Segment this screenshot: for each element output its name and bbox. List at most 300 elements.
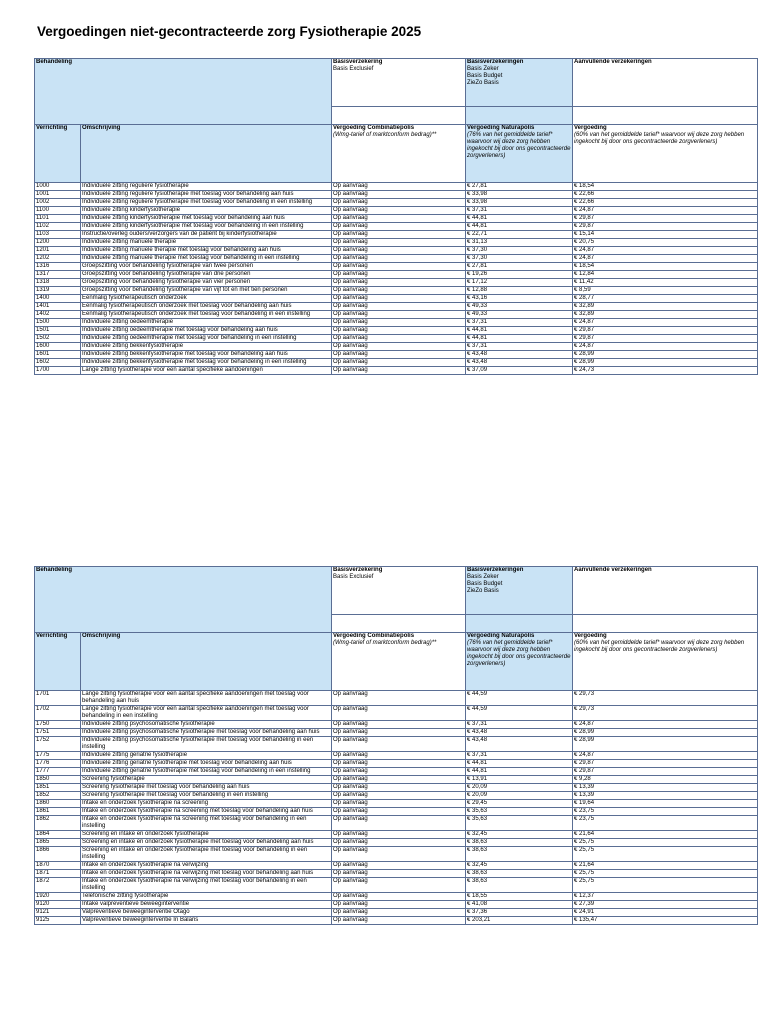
naturapolis-cell: € 38,63 <box>466 839 573 847</box>
code-cell: 1100 <box>35 207 81 215</box>
aanvullend-cell: € 24,73 <box>573 367 758 375</box>
table-body <box>35 691 758 925</box>
description-cell: Screening fysiotherapie met toeslag voor behandeling aan huis <box>81 784 332 792</box>
aanvullend-cell: € 29,87 <box>573 760 758 768</box>
naturapolis-cell: € 27,81 <box>466 183 573 191</box>
naturapolis-cell: € 19,26 <box>466 271 573 279</box>
naturapolis-cell: € 37,30 <box>466 247 573 255</box>
aanvullend-cell: € 24,87 <box>573 207 758 215</box>
description-cell: Individuele zitting oedeemtherapie <box>81 319 332 327</box>
aanvullend-cell: € 20,75 <box>573 239 758 247</box>
naturapolis-cell: € 38,63 <box>466 878 573 893</box>
code-cell: 1752 <box>35 737 81 752</box>
aanvullend-cell: € 13,39 <box>573 784 758 792</box>
description-cell: Screening en intake en onderzoek fysiotherapie met toeslag voor behandeling in een instelling <box>81 847 332 862</box>
combinatiepolis-cell: Op aanvraag <box>332 776 466 784</box>
aanvullend-cell: € 32,89 <box>573 311 758 319</box>
aanvullend-cell: € 29,87 <box>573 223 758 231</box>
description-cell: Eenmalig fysiotherapeutisch onderzoek met toeslag voor behandeling in een instelling <box>81 311 332 319</box>
aanvullend-cell: € 28,99 <box>573 729 758 737</box>
aanvullend-cell: € 27,39 <box>573 901 758 909</box>
basis-exclusief-header: Basisverzekering Basis Exclusief <box>332 567 466 615</box>
header-spacer <box>332 107 466 125</box>
description-cell: Individuele zitting kinderfysiotherapie <box>81 207 332 215</box>
combinatiepolis-cell: Op aanvraag <box>332 303 466 311</box>
description-cell: Eenmalig fysiotherapeutisch onderzoek met toeslag voor behandeling aan huis <box>81 303 332 311</box>
table-header <box>35 567 758 691</box>
header-spacer <box>466 615 573 633</box>
naturapolis-cell: € 27,81 <box>466 263 573 271</box>
naturapolis-cell: € 32,45 <box>466 862 573 870</box>
table-row <box>35 729 758 737</box>
naturapolis-cell: € 37,36 <box>466 909 573 917</box>
description-cell: Intake en onderzoek fysiotherapie na screening <box>81 800 332 808</box>
naturapolis-cell: € 44,81 <box>466 335 573 343</box>
code-cell: 1401 <box>35 303 81 311</box>
description-cell: Valpreventieve beweeginterventie Otago <box>81 909 332 917</box>
combinatiepolis-cell: Op aanvraag <box>332 862 466 870</box>
combinatiepolis-cell: Op aanvraag <box>332 327 466 335</box>
table-row <box>35 239 758 247</box>
table-row <box>35 901 758 909</box>
combinatiepolis-cell: Op aanvraag <box>332 199 466 207</box>
combinatiepolis-cell: Op aanvraag <box>332 917 466 925</box>
description-cell: Individuele zitting kinderfysiotherapie met toeslag voor behandeling aan huis <box>81 215 332 223</box>
aanvullend-cell: € 22,66 <box>573 199 758 207</box>
description-cell: Groepszitting voor behandeling fysiotherapie van drie personen <box>81 271 332 279</box>
combinatiepolis-cell: Op aanvraag <box>332 792 466 800</box>
table-row <box>35 223 758 231</box>
naturapolis-cell: € 43,48 <box>466 737 573 752</box>
naturapolis-cell: € 38,63 <box>466 847 573 862</box>
code-cell: 1777 <box>35 768 81 776</box>
code-cell: 1319 <box>35 287 81 295</box>
table-row <box>35 327 758 335</box>
code-cell: 1870 <box>35 862 81 870</box>
code-cell: 1402 <box>35 311 81 319</box>
table-row <box>35 263 758 271</box>
table-body <box>35 183 758 375</box>
aanvullend-cell: € 28,99 <box>573 737 758 752</box>
aanvullend-cell: € 24,91 <box>573 909 758 917</box>
omschrijving-header: Omschrijving <box>81 125 332 183</box>
code-cell: 1700 <box>35 367 81 375</box>
naturapolis-cell: € 203,21 <box>466 917 573 925</box>
aanvullend-cell: € 18,54 <box>573 183 758 191</box>
aanvullend-cell: € 18,54 <box>573 263 758 271</box>
description-cell: Screening fysiotherapie <box>81 776 332 784</box>
naturapolis-cell: € 38,63 <box>466 870 573 878</box>
code-cell: 1865 <box>35 839 81 847</box>
naturapolis-cell: € 37,31 <box>466 207 573 215</box>
aanvullend-cell: € 24,87 <box>573 752 758 760</box>
description-cell: Individuele zitting psychosomatische fysiotherapie met toeslag voor behandeling in een instelling <box>81 737 332 752</box>
code-cell: 1751 <box>35 729 81 737</box>
naturapolis-cell: € 37,30 <box>466 255 573 263</box>
description-cell: Intake valpreventieve beweeginterventie <box>81 901 332 909</box>
naturapolis-cell: € 17,12 <box>466 279 573 287</box>
combinatiepolis-cell: Op aanvraag <box>332 231 466 239</box>
combinatiepolis-cell: Op aanvraag <box>332 255 466 263</box>
combinatiepolis-cell: Op aanvraag <box>332 893 466 901</box>
description-cell: Individuele zitting bekkenfysiotherapie met toeslag voor behandeling aan huis <box>81 351 332 359</box>
table-row <box>35 917 758 925</box>
code-cell: 1600 <box>35 343 81 351</box>
table-row <box>35 335 758 343</box>
combinatiepolis-cell: Op aanvraag <box>332 760 466 768</box>
table-row <box>35 721 758 729</box>
naturapolis-header: Vergoeding Naturapolis (76% van het gemiddelde tarief* waarvoor wij deze zorg hebben ingekocht bij door ons gecontracteerde zorgverleners) <box>466 633 573 691</box>
naturapolis-cell: € 37,09 <box>466 367 573 375</box>
code-cell: 1000 <box>35 183 81 191</box>
aanvullend-cell: € 25,75 <box>573 847 758 862</box>
code-cell: 1102 <box>35 223 81 231</box>
description-cell: Individuele zitting psychosomatische fysiotherapie met toeslag voor behandeling aan huis <box>81 729 332 737</box>
naturapolis-cell: € 44,59 <box>466 706 573 721</box>
code-cell: 1501 <box>35 327 81 335</box>
description-cell: Screening en intake en onderzoek fysiotherapie met toeslag voor behandeling aan huis <box>81 839 332 847</box>
verrichting-header: Verrichting <box>35 125 81 183</box>
verrichting-header: Verrichting <box>35 633 81 691</box>
table-row <box>35 343 758 351</box>
table-row <box>35 847 758 862</box>
combinatiepolis-cell: Op aanvraag <box>332 831 466 839</box>
combinatiepolis-cell: Op aanvraag <box>332 784 466 792</box>
code-cell: 1318 <box>35 279 81 287</box>
combinatiepolis-cell: Op aanvraag <box>332 247 466 255</box>
aanvullend-cell: € 29,87 <box>573 768 758 776</box>
code-cell: 1002 <box>35 199 81 207</box>
table-row <box>35 271 758 279</box>
code-cell: 1201 <box>35 247 81 255</box>
code-cell: 1862 <box>35 816 81 831</box>
description-cell: Individuele zitting psychosomatische fysiotherapie <box>81 721 332 729</box>
table-row <box>35 207 758 215</box>
description-cell: Individuele zitting manuele therapie met toeslag voor behandeling aan huis <box>81 247 332 255</box>
naturapolis-cell: € 44,81 <box>466 327 573 335</box>
code-cell: 1500 <box>35 319 81 327</box>
table-row <box>35 776 758 784</box>
combinatiepolis-cell: Op aanvraag <box>332 847 466 862</box>
combinatiepolis-cell: Op aanvraag <box>332 271 466 279</box>
description-cell: Individuele zitting reguliere fysiotherapie met toeslag voor behandeling aan huis <box>81 191 332 199</box>
description-cell: Lange zitting fysiotherapie voor een aantal specifieke aandoeningen met toeslag voor behandeling in een instelling <box>81 706 332 721</box>
combinatiepolis-cell: Op aanvraag <box>332 800 466 808</box>
omschrijving-header: Omschrijving <box>81 633 332 691</box>
description-cell: Individuele zitting bekkenfysiotherapie <box>81 343 332 351</box>
naturapolis-cell: € 44,81 <box>466 223 573 231</box>
description-cell: Individuele zitting reguliere fysiotherapie <box>81 183 332 191</box>
combinatiepolis-cell: Op aanvraag <box>332 191 466 199</box>
combinatiepolis-cell: Op aanvraag <box>332 223 466 231</box>
description-cell: Telefonische zitting fysiotherapie <box>81 893 332 901</box>
table-header <box>35 59 758 183</box>
aanvullend-cell: € 23,75 <box>573 816 758 831</box>
page-title: Vergoedingen niet-gecontracteerde zorg Fysiotherapie 2025 <box>37 24 422 39</box>
table-row <box>35 862 758 870</box>
table-row <box>35 784 758 792</box>
aanvullend-cell: € 22,66 <box>573 191 758 199</box>
combinatiepolis-cell: Op aanvraag <box>332 691 466 706</box>
aanvullend-cell: € 24,87 <box>573 255 758 263</box>
code-cell: 9121 <box>35 909 81 917</box>
description-cell: Valpreventieve beweeginterventie In Balans <box>81 917 332 925</box>
basis-verzekeringen-header: Basisverzekeringen Basis Zeker Basis Budget ZieZo Basis <box>466 567 573 615</box>
aanvullend-cell: € 23,75 <box>573 808 758 816</box>
aanvullend-cell: € 24,87 <box>573 319 758 327</box>
code-cell: 1775 <box>35 752 81 760</box>
code-cell: 1871 <box>35 870 81 878</box>
aanvullend-cell: € 29,87 <box>573 215 758 223</box>
code-cell: 1317 <box>35 271 81 279</box>
description-cell: Groepszitting voor behandeling fysiotherapie van vier personen <box>81 279 332 287</box>
code-cell: 1866 <box>35 847 81 862</box>
code-cell: 1702 <box>35 706 81 721</box>
naturapolis-cell: € 37,31 <box>466 343 573 351</box>
description-cell: Individuele zitting geriatrie fysiotherapie met toeslag voor behandeling in een instelling <box>81 768 332 776</box>
code-cell: 9125 <box>35 917 81 925</box>
description-cell: Individuele zitting bekkenfysiotherapie met toeslag voor behandeling in een instelling <box>81 359 332 367</box>
aanvullend-cell: € 25,75 <box>573 839 758 847</box>
naturapolis-cell: € 35,63 <box>466 816 573 831</box>
description-cell: Individuele zitting oedeemtherapie met toeslag voor behandeling aan huis <box>81 327 332 335</box>
naturapolis-cell: € 20,09 <box>466 792 573 800</box>
description-cell: Intake en onderzoek fysiotherapie na verwijzing met toeslag voor behandeling aan huis <box>81 870 332 878</box>
combinatiepolis-cell: Op aanvraag <box>332 878 466 893</box>
table-row <box>35 191 758 199</box>
combinatiepolis-cell: Op aanvraag <box>332 311 466 319</box>
combinatiepolis-cell: Op aanvraag <box>332 343 466 351</box>
table-row <box>35 792 758 800</box>
code-cell: 1202 <box>35 255 81 263</box>
combinatiepolis-cell: Op aanvraag <box>332 287 466 295</box>
tariff-table-2 <box>34 566 758 925</box>
naturapolis-cell: € 44,81 <box>466 768 573 776</box>
aanvullend-cell: € 29,87 <box>573 327 758 335</box>
header-spacer <box>573 615 758 633</box>
naturapolis-cell: € 44,59 <box>466 691 573 706</box>
combinatiepolis-header: Vergoeding Combinatiepolis (Wmg-tarief of marktconform bedrag)** <box>332 633 466 691</box>
table-row <box>35 816 758 831</box>
description-cell: Individuele zitting reguliere fysiotherapie met toeslag voor behandeling in een instelling <box>81 199 332 207</box>
table-row <box>35 303 758 311</box>
code-cell: 1502 <box>35 335 81 343</box>
code-cell: 1851 <box>35 784 81 792</box>
table-row <box>35 737 758 752</box>
code-cell: 1602 <box>35 359 81 367</box>
naturapolis-cell: € 49,33 <box>466 311 573 319</box>
description-cell: Intake en onderzoek fysiotherapie na screening met toeslag voor behandeling in een instelling <box>81 816 332 831</box>
description-cell: Individuele zitting oedeemtherapie met toeslag voor behandeling in een instelling <box>81 335 332 343</box>
description-cell: Lange zitting fysiotherapie voor een aantal specifieke aandoeningen met toeslag voor behandeling aan huis <box>81 691 332 706</box>
code-cell: 1750 <box>35 721 81 729</box>
table-row <box>35 359 758 367</box>
table-row <box>35 808 758 816</box>
naturapolis-cell: € 43,16 <box>466 295 573 303</box>
table-row <box>35 247 758 255</box>
code-cell: 1861 <box>35 808 81 816</box>
combinatiepolis-cell: Op aanvraag <box>332 367 466 375</box>
naturapolis-header: Vergoeding Naturapolis (76% van het gemiddelde tarief* waarvoor wij deze zorg hebben ingekocht bij door ons gecontracteerde zorgverleners) <box>466 125 573 183</box>
table-row <box>35 800 758 808</box>
table-row <box>35 279 758 287</box>
aanvullend-cell: € 19,64 <box>573 800 758 808</box>
aanvullend-cell: € 24,87 <box>573 247 758 255</box>
code-cell: 1852 <box>35 792 81 800</box>
combinatiepolis-cell: Op aanvraag <box>332 335 466 343</box>
aanvullend-cell: € 15,14 <box>573 231 758 239</box>
aanvullend-cell: € 28,99 <box>573 351 758 359</box>
header-spacer <box>466 107 573 125</box>
aanvullend-cell: € 21,64 <box>573 831 758 839</box>
naturapolis-cell: € 43,48 <box>466 351 573 359</box>
aanvullend-header: Aanvullende verzekeringen <box>573 567 758 615</box>
naturapolis-cell: € 20,09 <box>466 784 573 792</box>
aanvullend-cell: € 32,89 <box>573 303 758 311</box>
combinatiepolis-cell: Op aanvraag <box>332 351 466 359</box>
description-cell: Individuele zitting manuele therapie <box>81 239 332 247</box>
naturapolis-cell: € 41,08 <box>466 901 573 909</box>
description-cell: Eenmalig fysiotherapeutisch onderzoek <box>81 295 332 303</box>
table-row <box>35 287 758 295</box>
naturapolis-cell: € 37,31 <box>466 721 573 729</box>
tariff-table-1 <box>34 58 758 375</box>
table-row <box>35 878 758 893</box>
description-cell: Intake en onderzoek fysiotherapie na verwijzing <box>81 862 332 870</box>
aanvullend-cell: € 24,87 <box>573 721 758 729</box>
naturapolis-cell: € 29,45 <box>466 800 573 808</box>
combinatiepolis-cell: Op aanvraag <box>332 737 466 752</box>
combinatiepolis-cell: Op aanvraag <box>332 721 466 729</box>
naturapolis-cell: € 43,48 <box>466 729 573 737</box>
combinatiepolis-cell: Op aanvraag <box>332 870 466 878</box>
table-row <box>35 199 758 207</box>
code-cell: 1400 <box>35 295 81 303</box>
header-spacer <box>332 615 466 633</box>
aanvullend-cell: € 25,75 <box>573 870 758 878</box>
aanvullend-cell: € 8,59 <box>573 287 758 295</box>
table-row <box>35 183 758 191</box>
basis-exclusief-header: Basisverzekering Basis Exclusief <box>332 59 466 107</box>
code-cell: 1601 <box>35 351 81 359</box>
table-row <box>35 311 758 319</box>
code-cell: 1864 <box>35 831 81 839</box>
aanvullend-cell: € 24,87 <box>573 343 758 351</box>
aanvullend-cell: € 28,99 <box>573 359 758 367</box>
aanvullend-cell: € 12,37 <box>573 893 758 901</box>
naturapolis-cell: € 31,13 <box>466 239 573 247</box>
combinatiepolis-cell: Op aanvraag <box>332 706 466 721</box>
naturapolis-cell: € 37,31 <box>466 752 573 760</box>
table-row <box>35 319 758 327</box>
naturapolis-cell: € 33,98 <box>466 191 573 199</box>
behandeling-header: Behandeling <box>35 567 332 633</box>
aanvullend-cell: € 29,73 <box>573 691 758 706</box>
code-cell: 1920 <box>35 893 81 901</box>
naturapolis-cell: € 32,45 <box>466 831 573 839</box>
code-cell: 1103 <box>35 231 81 239</box>
aanvullend-cell: € 9,28 <box>573 776 758 784</box>
naturapolis-cell: € 44,81 <box>466 215 573 223</box>
header-spacer <box>573 107 758 125</box>
naturapolis-cell: € 37,31 <box>466 319 573 327</box>
description-cell: Screening fysiotherapie met toeslag voor behandeling in een instelling <box>81 792 332 800</box>
combinatiepolis-header: Vergoeding Combinatiepolis (Wmg-tarief of marktconform bedrag)** <box>332 125 466 183</box>
basis-verzekeringen-header: Basisverzekeringen Basis Zeker Basis Budget ZieZo Basis <box>466 59 573 107</box>
description-cell: Individuele zitting geriatrie fysiotherapie <box>81 752 332 760</box>
code-cell: 1101 <box>35 215 81 223</box>
naturapolis-cell: € 49,33 <box>466 303 573 311</box>
combinatiepolis-cell: Op aanvraag <box>332 909 466 917</box>
combinatiepolis-cell: Op aanvraag <box>332 295 466 303</box>
code-cell: 1860 <box>35 800 81 808</box>
table-row <box>35 231 758 239</box>
table-row <box>35 831 758 839</box>
aanvullend-cell: € 13,39 <box>573 792 758 800</box>
code-cell: 1872 <box>35 878 81 893</box>
description-cell: Groepszitting voor behandeling fysiotherapie van twee personen <box>81 263 332 271</box>
description-cell: Lange zitting fysiotherapie voor een aantal specifieke aandoeningen <box>81 367 332 375</box>
table-row <box>35 760 758 768</box>
naturapolis-cell: € 33,98 <box>466 199 573 207</box>
table-row <box>35 351 758 359</box>
description-cell: Intake en onderzoek fysiotherapie na verwijzing met toeslag voor behandeling in een instelling <box>81 878 332 893</box>
code-cell: 1776 <box>35 760 81 768</box>
description-cell: Individuele zitting kinderfysiotherapie met toeslag voor behandeling in een instelling <box>81 223 332 231</box>
combinatiepolis-cell: Op aanvraag <box>332 279 466 287</box>
table-row <box>35 691 758 706</box>
table-row <box>35 367 758 375</box>
description-cell: Individuele zitting geriatrie fysiotherapie met toeslag voor behandeling aan huis <box>81 760 332 768</box>
table-row <box>35 255 758 263</box>
behandeling-header: Behandeling <box>35 59 332 125</box>
description-cell: Individuele zitting manuele therapie met toeslag voor behandeling in een instelling <box>81 255 332 263</box>
aanvullend-cell: € 28,77 <box>573 295 758 303</box>
code-cell: 1001 <box>35 191 81 199</box>
naturapolis-cell: € 12,88 <box>466 287 573 295</box>
combinatiepolis-cell: Op aanvraag <box>332 207 466 215</box>
table-row <box>35 870 758 878</box>
code-cell: 1200 <box>35 239 81 247</box>
table-row <box>35 893 758 901</box>
aanvullend-cell: € 135,47 <box>573 917 758 925</box>
table-row <box>35 215 758 223</box>
naturapolis-cell: € 13,91 <box>466 776 573 784</box>
table-row <box>35 839 758 847</box>
code-cell: 1701 <box>35 691 81 706</box>
aanvullend-cell: € 21,64 <box>573 862 758 870</box>
combinatiepolis-cell: Op aanvraag <box>332 183 466 191</box>
code-cell: 9120 <box>35 901 81 909</box>
combinatiepolis-cell: Op aanvraag <box>332 729 466 737</box>
combinatiepolis-cell: Op aanvraag <box>332 319 466 327</box>
naturapolis-cell: € 22,71 <box>466 231 573 239</box>
combinatiepolis-cell: Op aanvraag <box>332 359 466 367</box>
code-cell: 1850 <box>35 776 81 784</box>
aanvullend-cell: € 25,75 <box>573 878 758 893</box>
aanvullend-cell: € 29,73 <box>573 706 758 721</box>
aanvullend-vergoeding-header: Vergoeding (60% van het gemiddelde tarief* waarvoor wij deze zorg hebben ingekocht bij door ons gecontracteerde zorgverleners) <box>573 633 758 691</box>
table-row <box>35 909 758 917</box>
table-row <box>35 706 758 721</box>
aanvullend-header: Aanvullende verzekeringen <box>573 59 758 107</box>
combinatiepolis-cell: Op aanvraag <box>332 239 466 247</box>
naturapolis-cell: € 18,55 <box>466 893 573 901</box>
table-row <box>35 295 758 303</box>
aanvullend-cell: € 29,87 <box>573 335 758 343</box>
combinatiepolis-cell: Op aanvraag <box>332 816 466 831</box>
aanvullend-cell: € 11,42 <box>573 279 758 287</box>
